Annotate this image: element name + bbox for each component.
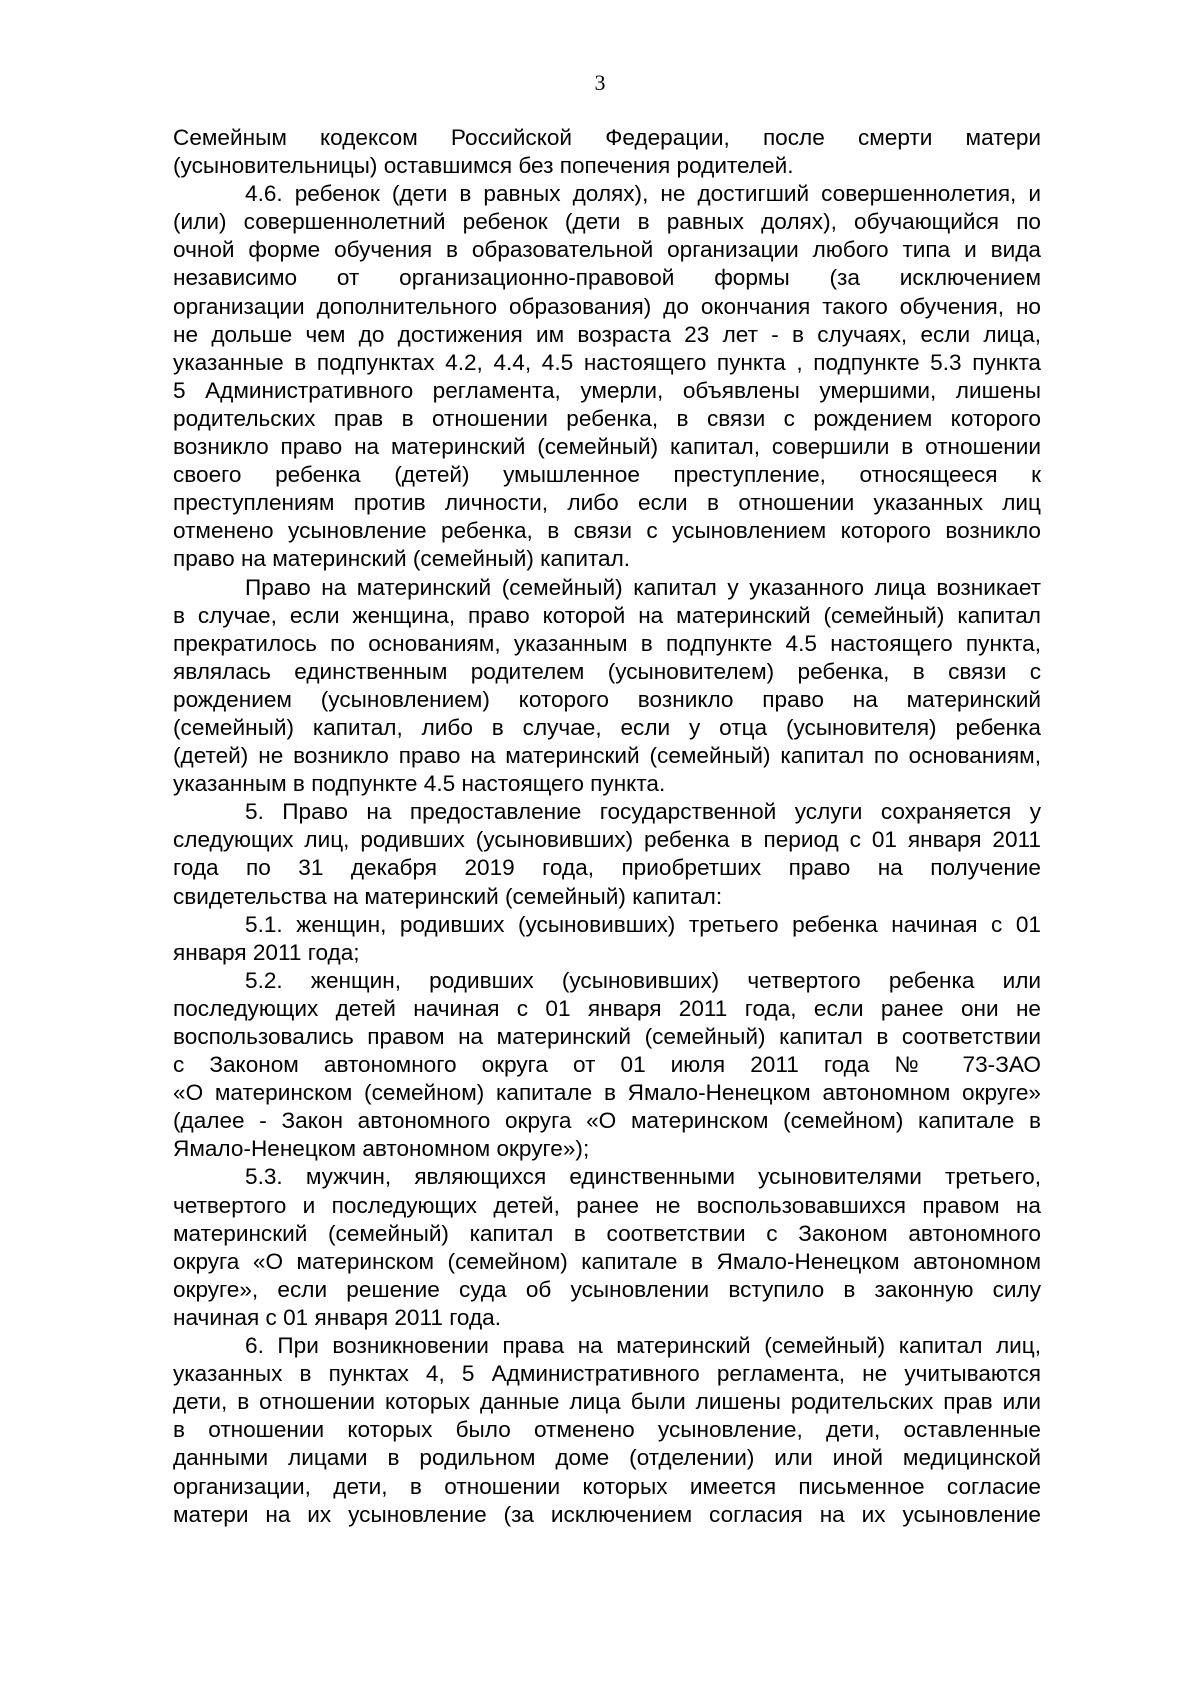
text-line: являлась единственным родителем (усыновителем) ребенка, в связи с — [173, 658, 1041, 684]
text-line: возникло право на материнский (семейный) капитал, совершили в отношении — [173, 434, 1041, 460]
text-line: 5.1. женщин, родивших (усыновивших) третьего ребенка начиная с 01 — [245, 911, 1041, 937]
text-line: (детей) не возникло право на материнский (семейный) капитал по основаниям, — [173, 743, 1041, 769]
text-line: 5. Право на предоставление государственной услуги сохраняется у — [245, 799, 1041, 825]
text-line: начиная с 01 января 2011 года. — [173, 1304, 502, 1330]
text-line: 6. При возникновении права на материнский (семейный) капитал лиц, — [245, 1333, 1041, 1359]
text-line: в отношении которых было отменено усыновление, дети, оставленные — [173, 1417, 1041, 1443]
text-line: организации дополнительного образования) до окончания такого обучения, но — [173, 293, 1041, 319]
text-line: 5.2. женщин, родивших (усыновивших) четвертого ребенка или — [245, 967, 1041, 993]
text-line: своего ребенка (детей) умышленное преступление, относящееся к — [173, 462, 1041, 488]
text-line: право на материнский (семейный) капитал. — [173, 546, 631, 572]
text-line: Ямало-Ненецком автономном округе»); — [173, 1136, 590, 1162]
text-line: последующих детей начиная с 01 января 2011 года, если ранее они не — [173, 995, 1041, 1021]
text-line: воспользовались правом на материнский (семейный) капитал в соответствии — [173, 1024, 1041, 1049]
text-line: указанных в пунктах 4, 5 Административного регламента, не учитываются — [173, 1361, 1041, 1387]
text-line: родительских прав в отношении ребенка, в связи с рождением которого — [173, 405, 1041, 431]
text-line: (далее - Закон автономного округа «О материнском (семейном) капитале в — [173, 1108, 1041, 1134]
text-line: отменено усыновление ребенка, в связи с усыновлением которого возникло — [173, 518, 1041, 544]
text-line: указанным в подпункте 4.5 настоящего пункта. — [173, 771, 666, 797]
text-line: Семейным кодексом Российской Федерации, после смерти матери — [173, 125, 1041, 150]
text-line: 5.3. мужчин, являющихся единственными усыновителями третьего, — [245, 1164, 1041, 1190]
page-number: 3 — [594, 70, 606, 95]
text-line: с Законом автономного округа от 01 июля 2011 года № 73-ЗАО — [173, 1052, 1041, 1078]
text-line: не дольше чем до достижения им возраста 23 лет - в случаях, если лица, — [173, 321, 1041, 347]
text-line: (семейный) капитал, либо в случае, если у отца (усыновителя) ребенка — [173, 714, 1041, 740]
text-line: рождением (усыновлением) которого возникло право на материнский — [173, 686, 1041, 712]
text-line: следующих лиц, родивших (усыновивших) ребенка в период с 01 января 2011 — [173, 827, 1041, 853]
text-line: (или) совершеннолетний ребенок (дети в равных долях), обучающийся по — [173, 209, 1041, 235]
text-line: очной форме обучения в образовательной организации любого типа и вида — [173, 237, 1041, 263]
text-line: материнский (семейный) капитал в соответствии с Законом автономного — [173, 1220, 1041, 1246]
text-line: января 2011 года; — [173, 939, 360, 965]
text-line: Право на материнский (семейный) капитал у указанного лица возникает — [245, 574, 1041, 600]
text-line: свидетельства на материнский (семейный) капитал: — [173, 883, 723, 909]
text-line: в случае, если женщина, право которой на материнский (семейный) капитал — [173, 602, 1041, 628]
text-line: матери на их усыновление (за исключением согласия на их усыновление — [173, 1501, 1041, 1527]
text-line: округе», если решение суда об усыновлении вступило в законную силу — [173, 1276, 1041, 1302]
text-line: преступлениям против личности, либо если в отношении указанных лиц — [173, 490, 1041, 516]
text-line: «О материнском (семейном) капитале в Ямало-Ненецком автономном округе» — [173, 1080, 1041, 1106]
text-line: прекратилось по основаниям, указанным в подпункте 4.5 настоящего пункта, — [173, 630, 1041, 656]
document-body — [173, 124, 1041, 1529]
text-line: организации, дети, в отношении которых имеется письменное согласие — [173, 1473, 1041, 1499]
text-line: указанные в подпунктах 4.2, 4.4, 4.5 настоящего пункта , подпункте 5.3 пункта — [173, 349, 1041, 375]
text-line: четвертого и последующих детей, ранее не воспользовавшихся правом на — [173, 1192, 1041, 1218]
text-line: независимо от организационно-правовой формы (за исключением — [173, 265, 1041, 291]
text-line: округа «О материнском (семейном) капитале в Ямало-Ненецком автономном — [173, 1248, 1041, 1274]
text-line: данными лицами в родильном доме (отделении) или иной медицинской — [173, 1445, 1041, 1471]
text-line: дети, в отношении которых данные лица были лишены родительских прав или — [173, 1389, 1041, 1415]
text-line: года по 31 декабря 2019 года, приобретших право на получение — [173, 855, 1041, 881]
text-line: 5 Административного регламента, умерли, объявлены умершими, лишены — [173, 377, 1041, 403]
text-line: (усыновительницы) оставшимся без попечения родителей. — [173, 153, 794, 179]
text-line: 4.6. ребенок (дети в равных долях), не достигший совершеннолетия, и — [245, 181, 1041, 207]
